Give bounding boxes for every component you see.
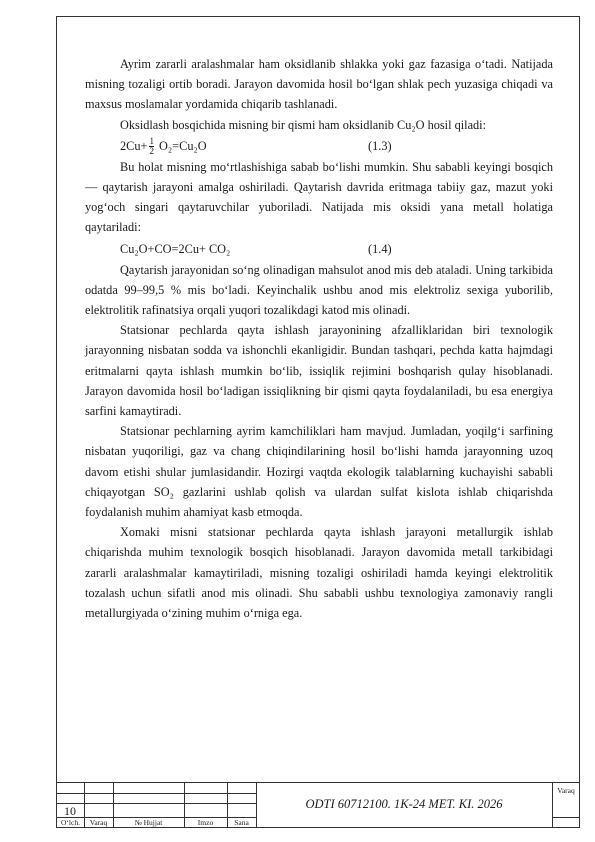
col-label-varaq: Varaq (89, 818, 108, 827)
equation-number: (1.4) (368, 241, 392, 256)
body-text (85, 54, 553, 623)
paragraph-6: Statsionar pechlarning ayrim kamchiliklari ham mavjud. Jumladan, yoqilg‘i sarfining nisbatan yuqoriligi, gaz va chang chiqindilarining hosil bo‘lishi hamda jarayonning uzoq davom etishi shular jumlasidandir. Hozirgi vaqtda ekologik talablarning kuchayishi sababli chiqayotgan SO₂ gazlarini ushlab qolish va ulardan sulfat kislota ishlab chiqarishda foydalanish muhim ahamiyat kasb etmoqda. (85, 424, 553, 520)
paragraph-1: Ayrim zararli aralashmalar ham oksidlanib shlakka yoki gaz fazasiga o‘tadi. Natijada misning tozaligi ortib boradi. Jarayon davomida hosil bo‘lgan shlak pech yuzasiga chiqadi va maxsus moslamalar yordamida chiqarib tashlanadi. (85, 57, 553, 112)
equation-1-left: 2Cu+ (120, 138, 148, 153)
equation-number: (1.3) (368, 138, 392, 153)
fraction-denominator: 2 (149, 146, 154, 157)
equation-1-right: O₂=Cu₂O (155, 138, 207, 153)
col-label-sana: Sana (234, 818, 249, 827)
paragraph-4: Qaytarish jarayonidan so‘ng olinadigan mahsulot anod mis deb ataladi. Uning tarkibida odatda 99–99,5 % mis bo‘ladi. Keyinchalik ushbu anod mis elektroliz sexiga yuborilib, elektrolitik rafinatsiya orqali yuqori tozalikdagi katod mis olinadi. (85, 262, 553, 318)
document-code: ODTI 60712100. 1K-24 MET. KI. 2026 (305, 797, 503, 811)
col-label-olch: O‘lch. (61, 818, 80, 827)
paragraph-2: Oksidlash bosqichida misning bir qismi ham oksidlanib Cu₂O hosil qiladi: (120, 117, 487, 132)
paragraph-7: Xomaki misni statsionar pechlarda qayta ishlash jarayoni metallurgik ishlab chiqarishda muhim texnologik bosqich hisoblanadi. Jarayon davomida metall tarkibidagi zararli aralashmalar kamaytiriladi, misning tozaligi oshiriladi hamda keyingi elektrolitik tozalash uchun sifatli anod mis olinadi. Shu sababli ushbu texnologiya zamonaviy rangli metallurgiyada o‘zining muhim o‘rniga ega. (85, 525, 553, 621)
col-label-hujjat: № Hujjat (134, 818, 163, 827)
paragraph-3: Bu holat misning mo‘rtlashishiga sabab bo‘lishi mumkin. Shu sababli keyingi bosqich — qaytarish jarayoni amalga oshiriladi. Qaytarish davrida eritmaga tabiiy gaz, mazut yoki yog‘och singari qaytaruvchilar yuboriladi. Natijada mis oksidi yana metall holatiga qaytariladi: (85, 159, 553, 235)
page-number: 10 (64, 804, 76, 818)
paragraph-5: Statsionar pechlarda qayta ishlash jarayonining afzalliklaridan biri texnologik jarayonning nisbatan sodda va ishonchli ekanligidir. Bundan tashqari, pechda katta hajmdagi eritmalarni qayta ishlash mumkin bo‘lib, issiqlik rejimini boshqarish qulay hisoblanadi. Jarayon davomida hosil bo‘ladigan issiqlikning bir qismi qayta foydalaniladi, bu esa energiya sarfini kamaytiradi. (85, 323, 553, 419)
fraction-numerator: 1 (149, 136, 154, 147)
col-label-imzo: Imzo (197, 818, 214, 827)
sheet-label: Varaq (557, 786, 575, 795)
equation-2-text: Cu₂O+CO=2Cu+ CO₂ (120, 241, 231, 256)
equation-1-3 (85, 135, 553, 157)
title-block (56, 782, 580, 828)
fraction-one-half (149, 137, 154, 156)
equation-1-4 (85, 238, 553, 260)
